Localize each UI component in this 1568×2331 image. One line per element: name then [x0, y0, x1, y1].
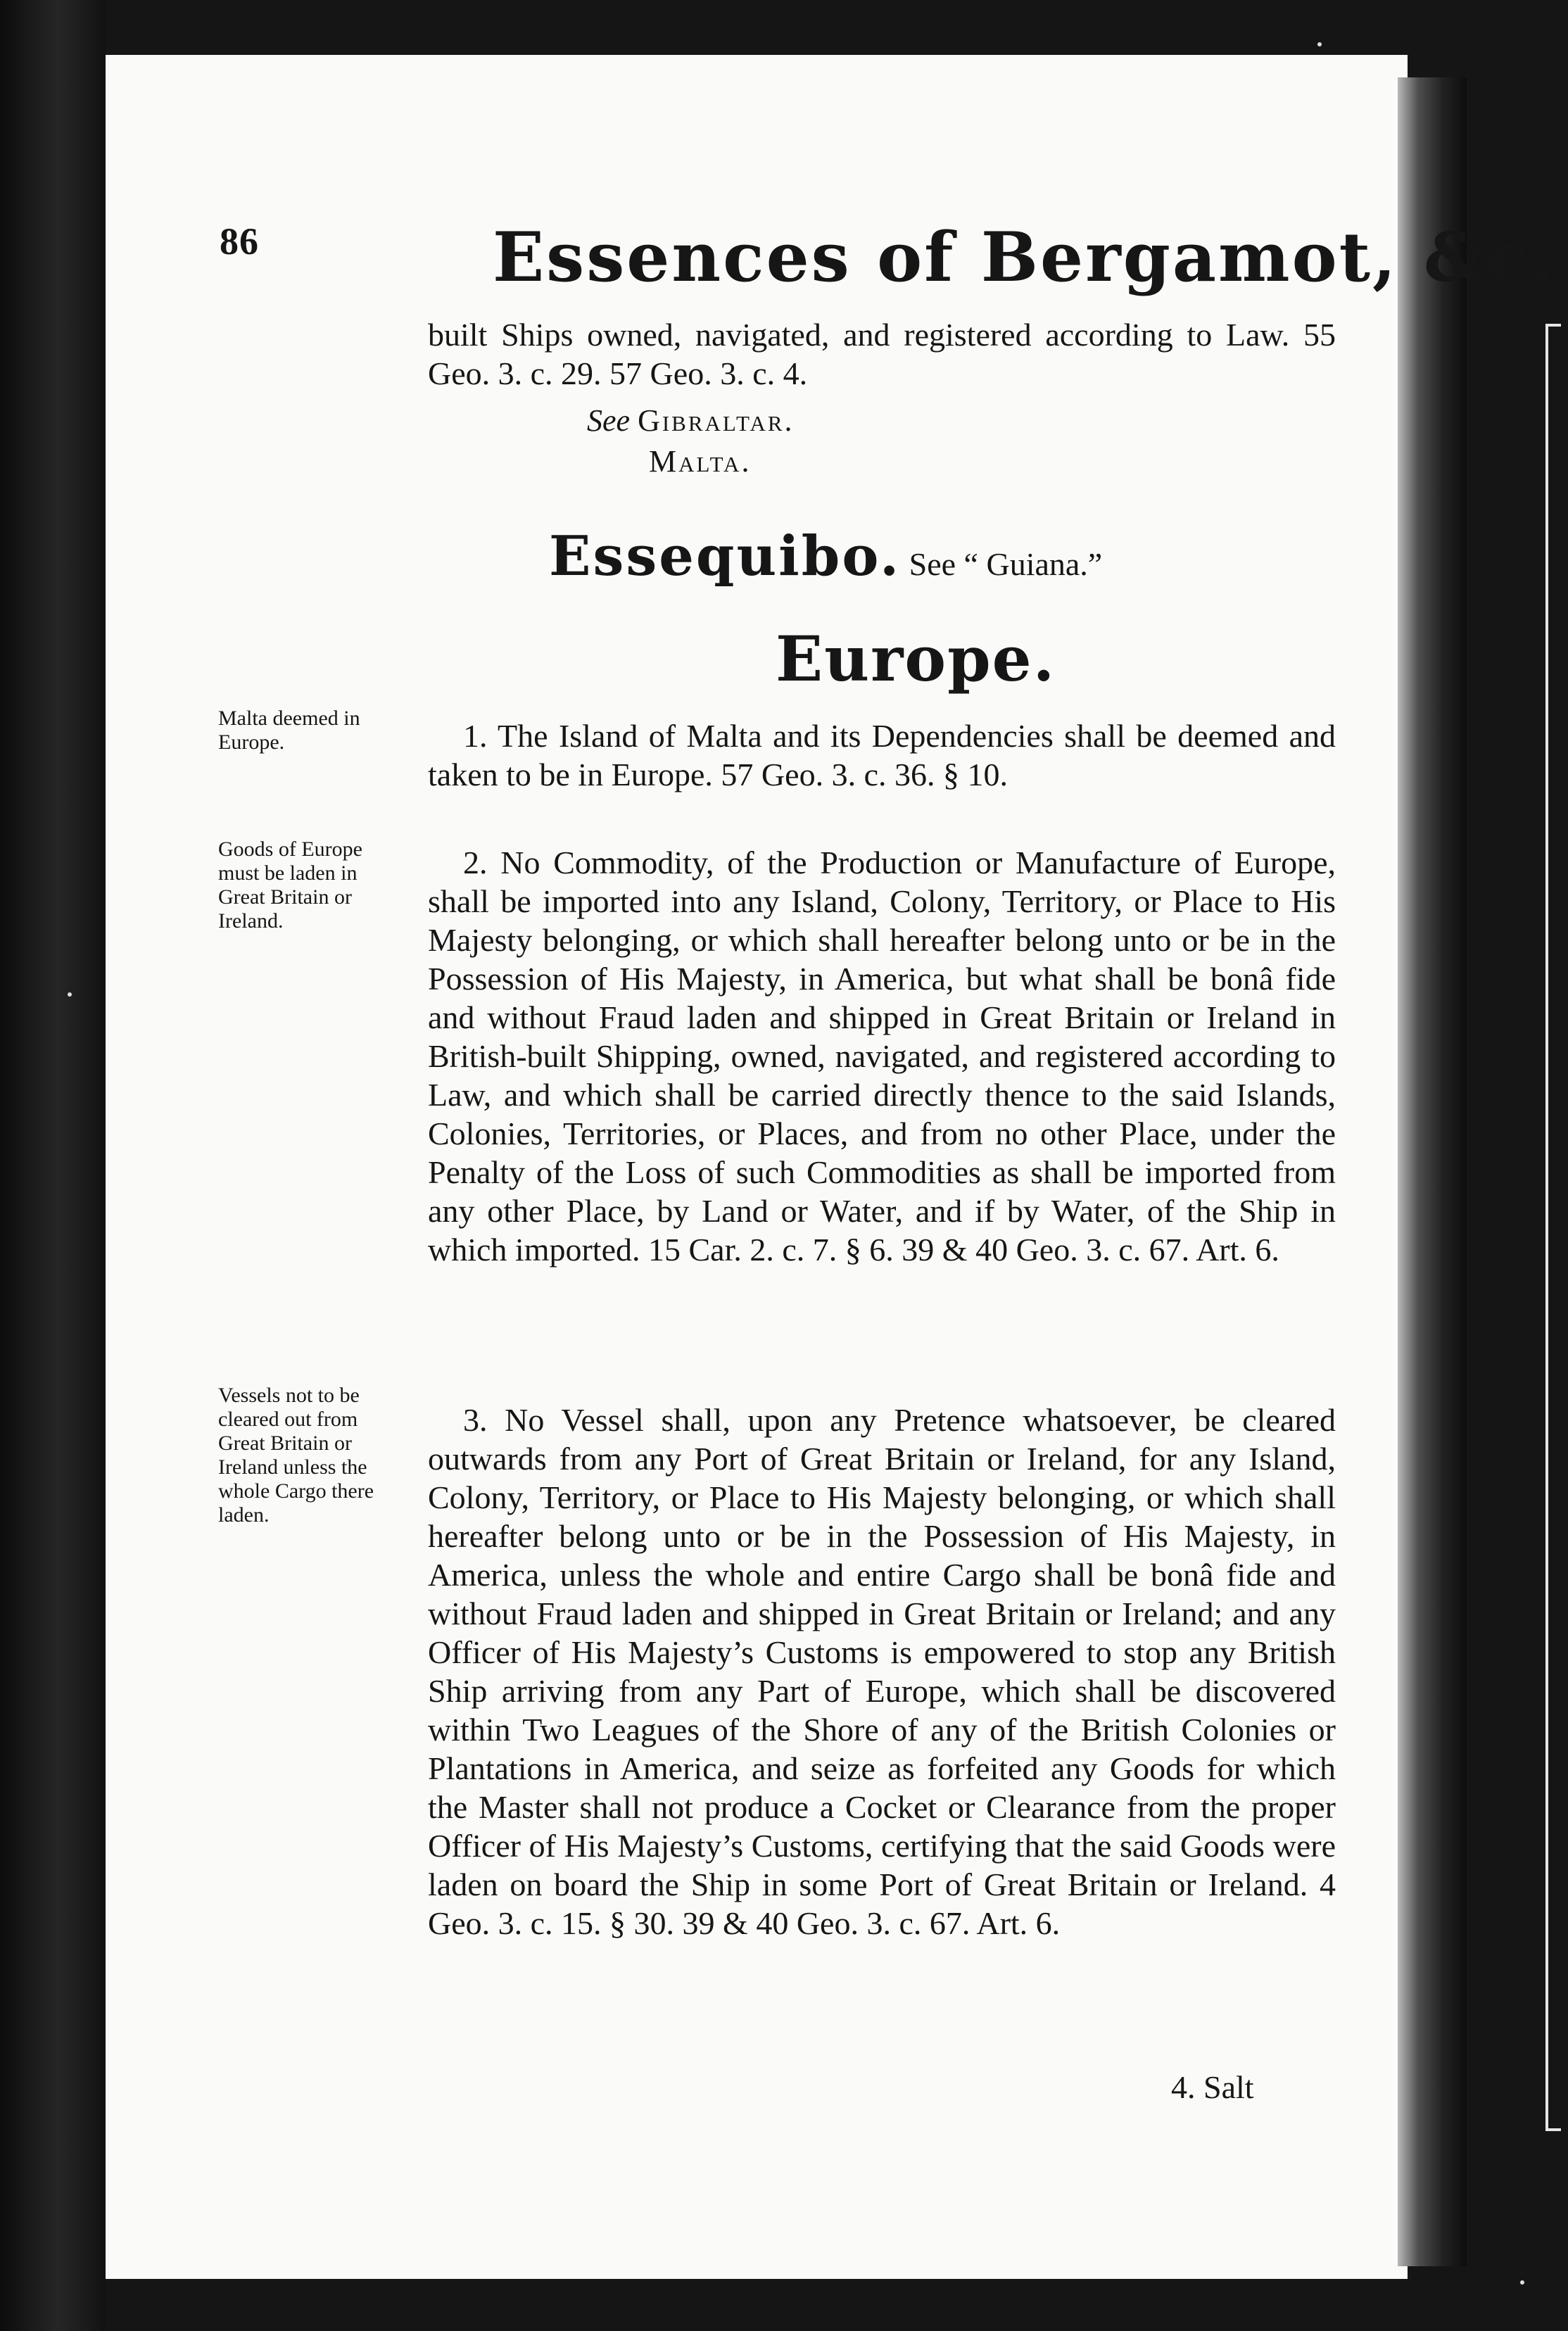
see-malta: Malta.	[649, 444, 752, 479]
scan-speck	[1520, 2280, 1524, 2285]
scan-speck	[68, 992, 72, 997]
entry-heading-europe: Europe.	[776, 622, 1056, 695]
page-number: 86	[220, 220, 259, 263]
scan-speck	[1317, 42, 1322, 46]
page-edge-shadow	[1398, 77, 1467, 2266]
catchword: 4. Salt	[1171, 2069, 1254, 2105]
entry-heading-essequibo	[549, 524, 1103, 588]
see-label: See	[587, 403, 631, 438]
see-reference	[587, 401, 795, 440]
scan-bracket-mark	[1545, 324, 1561, 2131]
essequibo-heading: Essequibo.	[549, 524, 902, 588]
paragraph-3: 3. No Vessel shall, upon any Pretence whatsoever, be cleared outwards from any Port of Great Britain or Ireland, for any Island, Colony, Territory, or Place to His Majesty belonging, or which shall hereafter belong unto or be in the Possession of His Majesty, in America, unless the whole and entire Cargo shall be bonâ fide and without Fraud laden and shipped in Great Britain or Ireland; and any Officer of His Majesty’s Customs is empowered to stop any British Ship arriving from any Part of Europe, which shall be discovered within Two Leagues of the Shore of any of the British Colonies or Plantations in America, and seize as forfeited any Goods for which the Master shall not produce a Cocket or Clearance from the proper Officer of His Majesty’s Customs, certifying that the said Goods were laden on board the Ship in some Port of Great Britain or Ireland. 4 Geo. 3. c. 15. § 30. 39 & 40 Geo. 3. c. 67. Art. 6.	[428, 1402, 1336, 1941]
scan-border-left	[0, 0, 106, 2331]
see-reference-malta	[649, 442, 751, 481]
continuation-text: built Ships owned, navigated, and registered according to Law. 55 Geo. 3. c. 29. 57 Geo. 3. c. 4.	[428, 317, 1336, 391]
side-note: Vessels not to be cleared out from Great Britain or Ireland unless the whole Cargo there laden.	[218, 1384, 374, 1527]
side-note: Goods of Europe must be laden in Great Britain or Ireland.	[218, 838, 362, 933]
side-note: Malta deemed in Europe.	[218, 707, 360, 754]
paragraph-1: 1. The Island of Malta and its Dependencies shall be deemed and taken to be in Europe. 57 Geo. 3. c. 36. § 10.	[428, 718, 1336, 792]
paragraph-2: 2. No Commodity, of the Production or Manufacture of Europe, shall be imported into any Island, Colony, Territory, or Place to His Majesty belonging, or which shall hereafter belong unto or be in the Possession of His Majesty, in America, but what shall be bonâ fide and without Fraud laden and shipped in Great Britain or Ireland in British-built Shipping, owned, navigated, and registered according to Law, and which shall be carried directly thence to the said Islands, Colonies, Territories, or Places, and from no other Place, under the Penalty of the Loss of such Commodities as shall be imported from any other Place, by Land or Water, and if by Water, of the Ship in which imported. 15 Car. 2. c. 7. § 6. 39 & 40 Geo. 3. c. 67. Art. 6.	[428, 845, 1336, 1268]
essequibo-see-text: See “ Guiana.”	[909, 546, 1103, 582]
see-gibraltar: Gibraltar.	[638, 403, 795, 438]
running-head: Essences of Bergamot, &c.	[493, 217, 1556, 297]
